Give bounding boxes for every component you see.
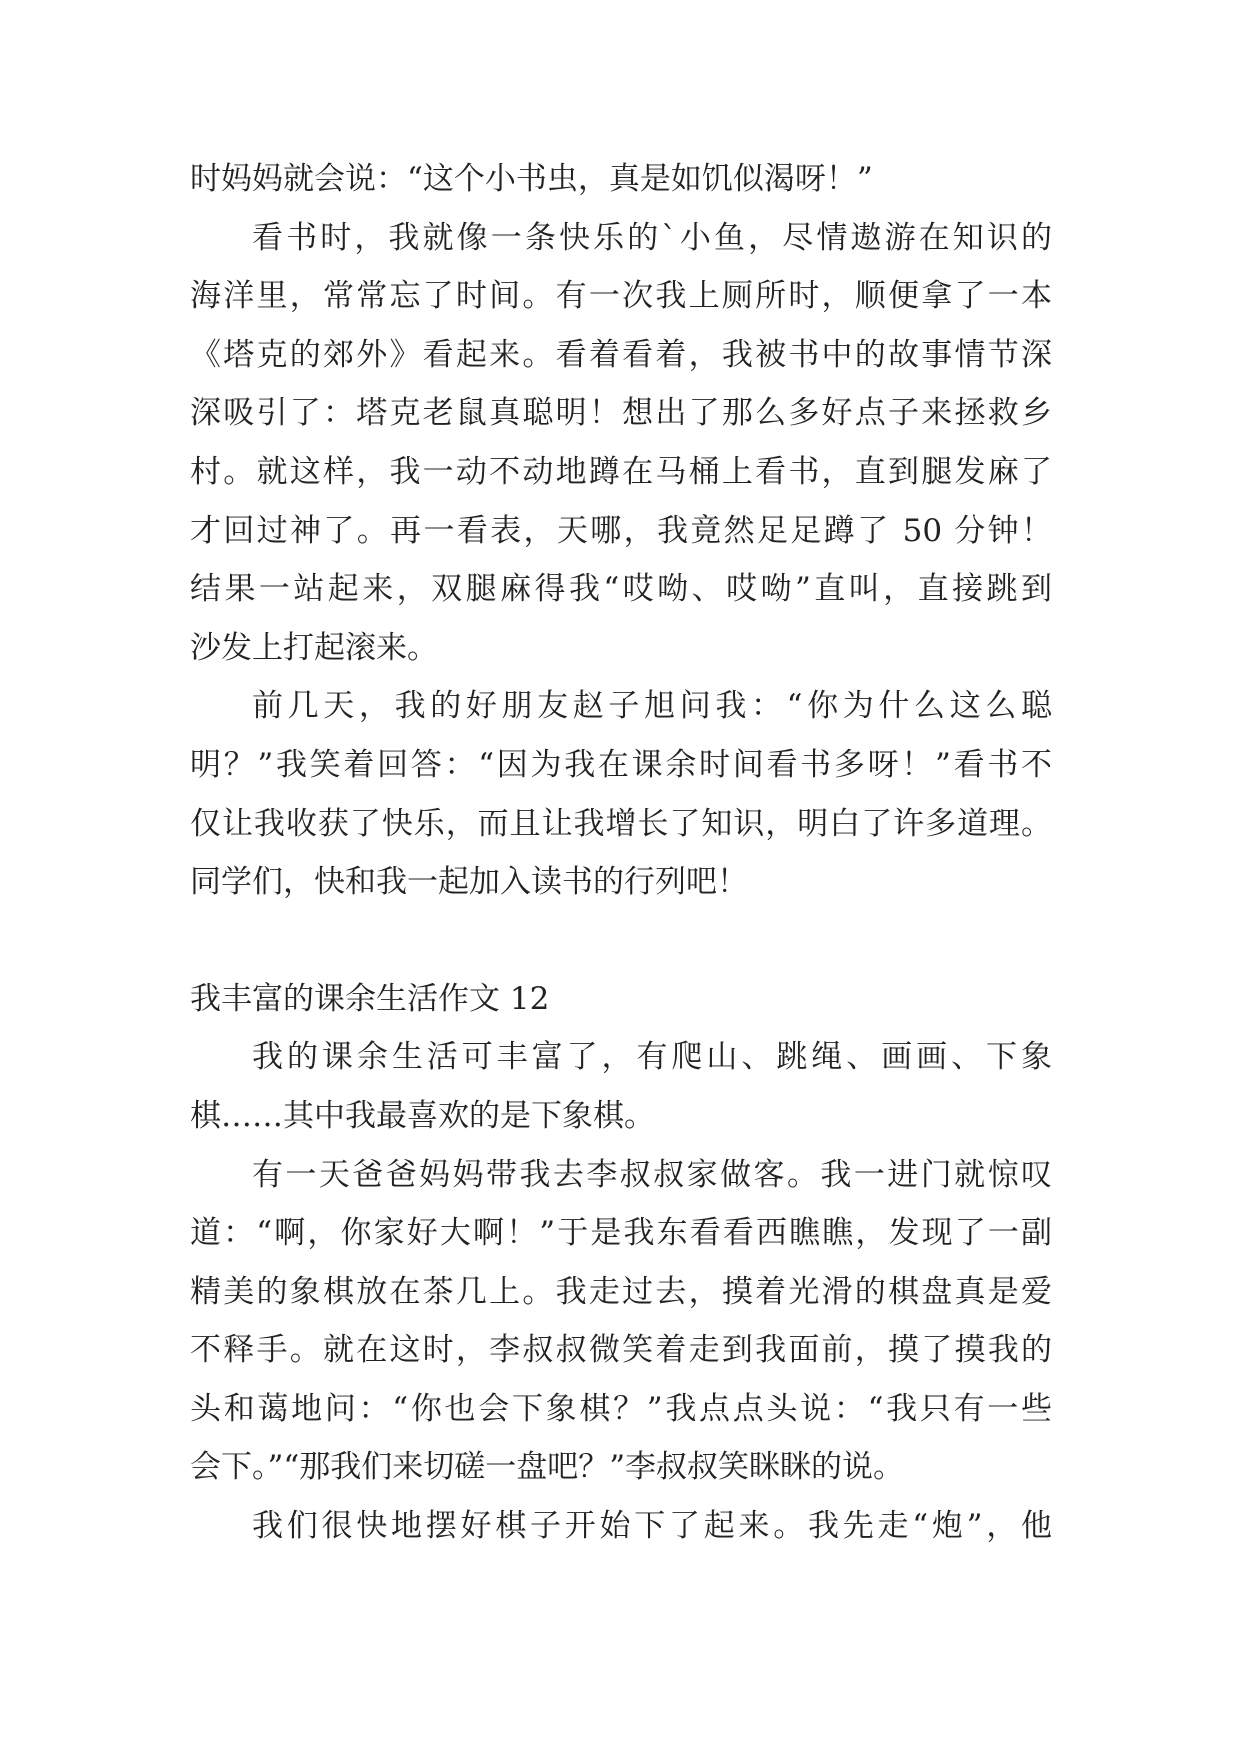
paragraph [190, 1497, 1052, 1556]
paragraph [190, 1028, 1052, 1145]
text-line: 有一天爸爸妈妈带我去李叔叔家做客。我一进门就惊叹 [252, 1156, 1052, 1193]
text-line: 会下。”“那我们来切磋一盘吧？”李叔叔笑眯眯的说。 [190, 1449, 905, 1486]
text-line: 我们很快地摆好棋子开始下了起来。我先走“炮”，他 [252, 1508, 1052, 1545]
text-line: 头和蔼地问：“你也会下象棋？”我点点头说：“我只有一些 [190, 1390, 1052, 1427]
paragraph [190, 209, 1052, 678]
section-gap [190, 912, 1052, 970]
text-line: 看书时，我就像一条快乐的`小鱼，尽情遨游在知识的 [252, 219, 1052, 256]
text-line: 精美的象棋放在茶几上。我走过去，摸着光滑的棋盘真是爱 [190, 1273, 1052, 1310]
text-line: 我的课余生活可丰富了，有爬山、跳绳、画画、下象 [252, 1039, 1052, 1076]
text-line: 明？”我笑着回答：“因为我在课余时间看书多呀！”看书不 [190, 746, 1052, 783]
text-line: 村。就这样，我一动不动地蹲在马桶上看书，直到腿发麻了 [190, 453, 1052, 490]
text-line: 不释手。就在这时，李叔叔微笑着走到我面前，摸了摸我的 [190, 1332, 1052, 1369]
paragraph [190, 150, 1052, 209]
text-line: 沙发上打起滚来。 [190, 629, 438, 666]
text-line: 结果一站起来，双腿麻得我“哎呦、哎呦”直叫，直接跳到 [190, 571, 1052, 608]
text-line: 前几天，我的好朋友赵子旭问我：“你为什么这么聪 [252, 688, 1052, 725]
text-line: 时妈妈就会说：“这个小书虫，真是如饥似渴呀！” [190, 161, 873, 197]
text-line: 同学们，快和我一起加入读书的行列吧！ [190, 864, 748, 901]
essay-title: 我丰富的课余生活作文 12 [190, 980, 550, 1017]
text-line: 深吸引了：塔克老鼠真聪明！想出了那么多好点子来拯救乡 [190, 395, 1052, 432]
text-line: 《塔克的郊外》看起来。看着看着，我被书中的故事情节深 [190, 336, 1052, 373]
text-line: 仅让我收获了快乐，而且让我增长了知识，明白了许多道理。 [190, 805, 1052, 842]
document-page [190, 150, 1052, 1556]
text-line: 海洋里，常常忘了时间。有一次我上厕所时，顺便拿了一本 [190, 278, 1052, 315]
text-line: 棋……其中我最喜欢的是下象棋。 [190, 1097, 655, 1134]
paragraph [190, 677, 1052, 911]
paragraph [190, 1146, 1052, 1498]
text-line: 才回过神了。再一看表，天哪，我竟然足足蹲了 50 分钟！ [190, 512, 1052, 549]
text-line: 道：“啊，你家好大啊！”于是我东看看西瞧瞧，发现了一副 [190, 1215, 1052, 1252]
